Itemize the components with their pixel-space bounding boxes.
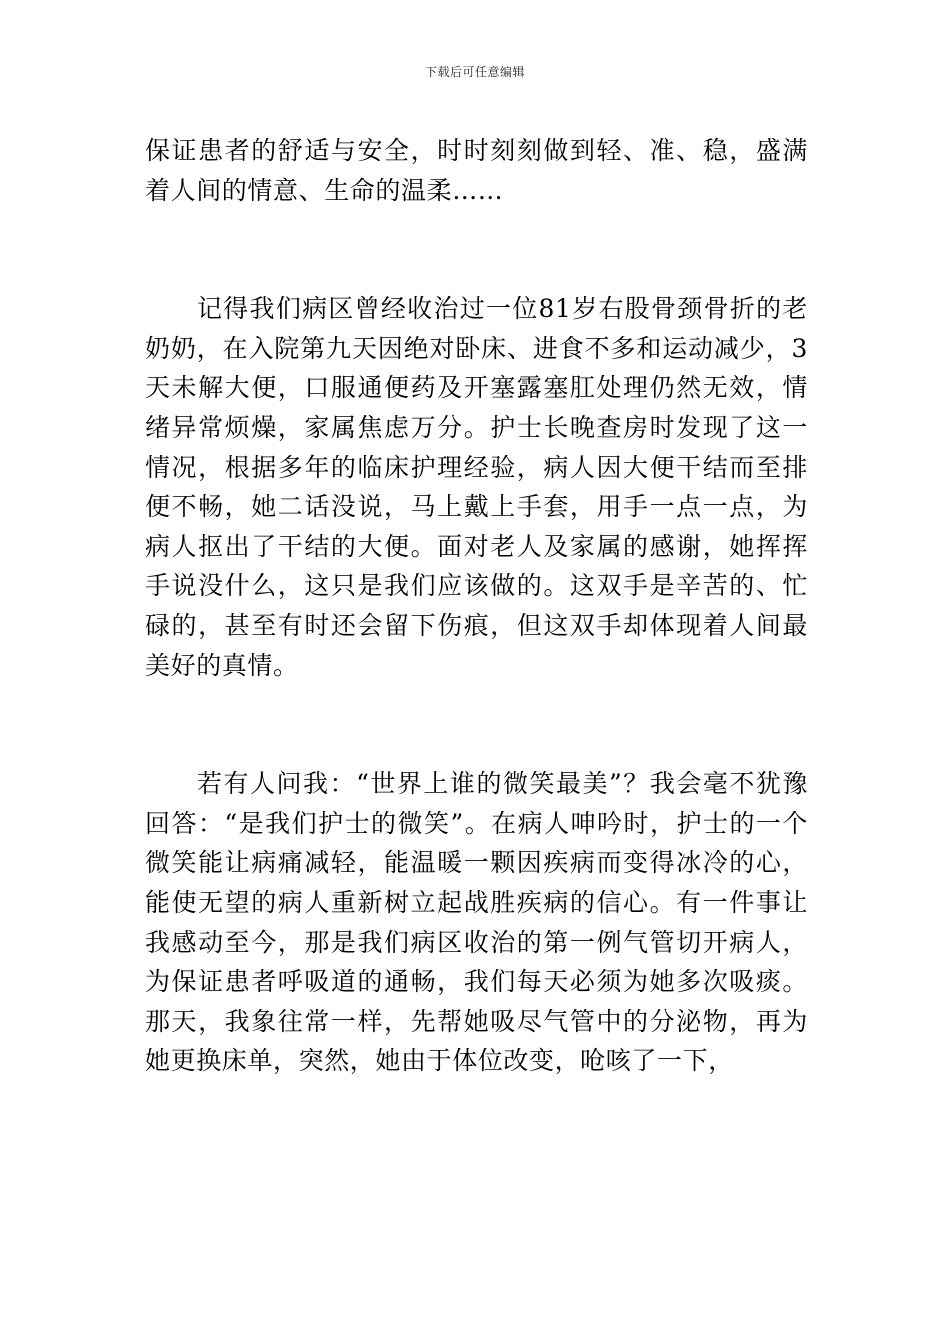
paragraph-gap (145, 210, 808, 289)
document-body (145, 131, 808, 1081)
paragraph-gap (145, 685, 808, 764)
page-header: 下载后可任意编辑 (424, 65, 525, 79)
paragraph-continuation: 保证患者的舒适与安全，时时刻刻做到轻、准、稳，盛满着人间的情意、生命的温柔…… (145, 136, 808, 205)
paragraph-grandmother-story: 记得我们病区曾经收治过一位81岁右股骨颈骨折的老奶奶，在入院第九天因绝对卧床、进食不多和运动减少，3天未解大便，口服通便药及开塞露塞肛处理仍然无效，情绪异常烦燥，家属焦虑万分。护士长晚查房时发现了这一情况，根据多年的临床护理经验，病人因大便干结而至排便不畅，她二话没说，马上戴上手套，用手一点一点，为病人抠出了干结的大便。面对老人及家属的感谢，她挥挥手说没什么，这只是我们应该做的。这双手是辛苦的、忙碌的，甚至有时还会留下伤痕，但这双手却体现着人间最美好的真情。 (145, 294, 808, 680)
paragraph-nurse-smile: 若有人问我：“世界上谁的微笑最美”？我会毫不犹豫回答：“是我们护士的微笑”。在病人呻吟时，护士的一个微笑能让病痛减轻，能温暖一颗因疾病而变得冰冷的心，能使无望的病人重新树立起战胜疾病的信心。有一件事让我感动至今，那是我们病区收治的第一例气管切开病人，为保证患者呼吸道的通畅，我们每天必须为她多次吸痰。那天，我象往常一样，先帮她吸尽气管中的分泌物，再为她更换床单，突然，她由于体位改变，呛咳了一下， (145, 769, 808, 1076)
